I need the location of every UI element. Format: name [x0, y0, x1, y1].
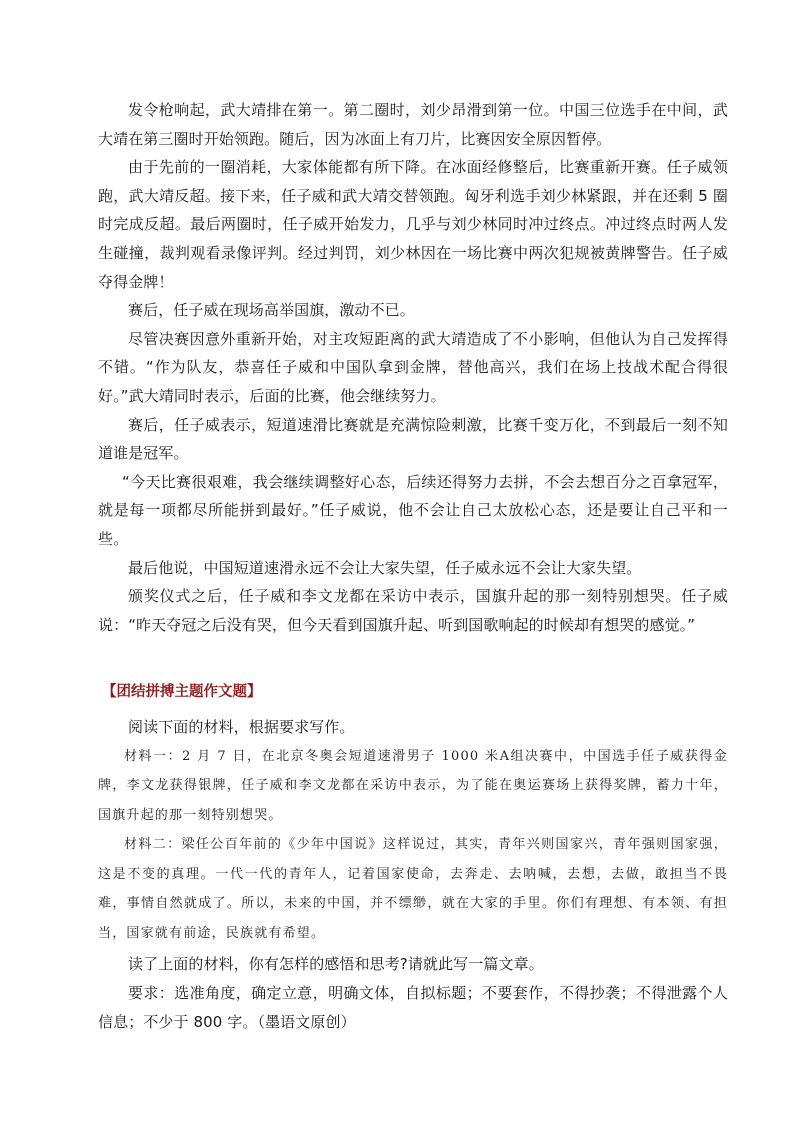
essay-instruction: 阅读下面的材料，根据要求写作。: [128, 718, 355, 737]
paragraph-flag: 赛后，任子威在现场高举国旗，激动不已。: [128, 301, 415, 320]
paragraph-never-disappoint: 最后他说，中国短道速滑永远不会让大家失望，任子威永远不会让大家失望。: [128, 558, 642, 577]
essay-prompt: 读了上面的材料，你有怎样的感悟和思考?请就此写一篇文章。: [128, 955, 544, 974]
paragraph-race-restart: 由于先前的一圈消耗，大家体能都有所下降。在冰面经修整后，比赛重新开赛。任子威领跑，武大靖反超。接下来，任子威和武大靖交替领跑。匈牙利选手刘少林紧跟，并在还剩 5 圈时完成反超。最后两圈时，任子威开始发力，几乎与刘少林同时冲过终点。冲过终点时两人发生碰撞，裁判观看录像评判。经过判罚，刘少林因在一场比赛中两次犯规被黄牌警告。任子威夺得金牌！: [98, 158, 728, 291]
essay-requirements: 要求：选准角度，确定立意，明确文体，自拟标题；不要套作，不得抄袭；不得泄露个人信息；不少于 800 字。（墨语文原创）: [98, 983, 728, 1031]
document-body: [98, 96, 728, 1036]
paragraph-wu-dajing: 尽管决赛因意外重新开始，对主攻短距离的武大靖造成了不小影响，但他认为自己发挥得不错。“作为队友，恭喜任子威和中国队拿到金牌，替他高兴，我们在场上技战术配合得很好。”武大靖同时表示，后面的比赛，他会继续努力。: [98, 329, 728, 405]
paragraph-race-start: 发令枪响起，武大靖排在第一。第二圈时，刘少昂滑到第一位。中国三位选手在中间，武大靖在第三圈时开始领跑。随后，因为冰面上有刀片，比赛因安全原因暂停。: [98, 101, 728, 148]
paragraph-ceremony: 颁奖仪式之后，任子威和李文龙都在采访中表示，国旗升起的那一刻特别想哭。任子威说：“昨天夺冠之后没有哭，但今天看到国旗升起、听到国歌响起的时候却有想哭的感觉。”: [98, 587, 728, 634]
material-two: 材料二：梁任公百年前的《少年中国说》这样说过，其实，青年兴则国家兴，青年强则国家强，这是不变的真理。一代一代的青年人，记着国家使命，去奔走、去呐喊，去想，去做，敢担当不畏难，事情自然就成了。所以，未来的中国，并不缥缈，就在大家的手里。你们有理想、有本领、有担当，国家就有前途，民族就有希望。: [98, 837, 728, 941]
paragraph-ren-ziwei-quote: “今天比赛很艰难，我会继续调整好心态，后续还得努力去拼，不会去想百分之百拿冠军，就是每一项都尽所能拼到最好。”任子威说，他不会让自己太放松心态，还是要让自己平和一些。: [98, 472, 728, 548]
material-one: 材料一：2 月 7 日，在北京冬奥会短道速滑男子 1000 米A组决赛中，中国选手任子威获得金牌，李文龙获得银牌，任子威和李文龙都在采访中表示，为了能在奥运赛场上获得奖牌，蓄力十年，国旗升起的那一刻特别想哭。: [98, 748, 728, 823]
paragraph-ren-ziwei-remarks: 赛后，任子威表示，短道速滑比赛就是充满惊险刺激，比赛千变万化，不到最后一刻不知道谁是冠军。: [98, 415, 728, 463]
essay-section-heading: 【团结拼搏主题作文题】: [102, 684, 262, 701]
